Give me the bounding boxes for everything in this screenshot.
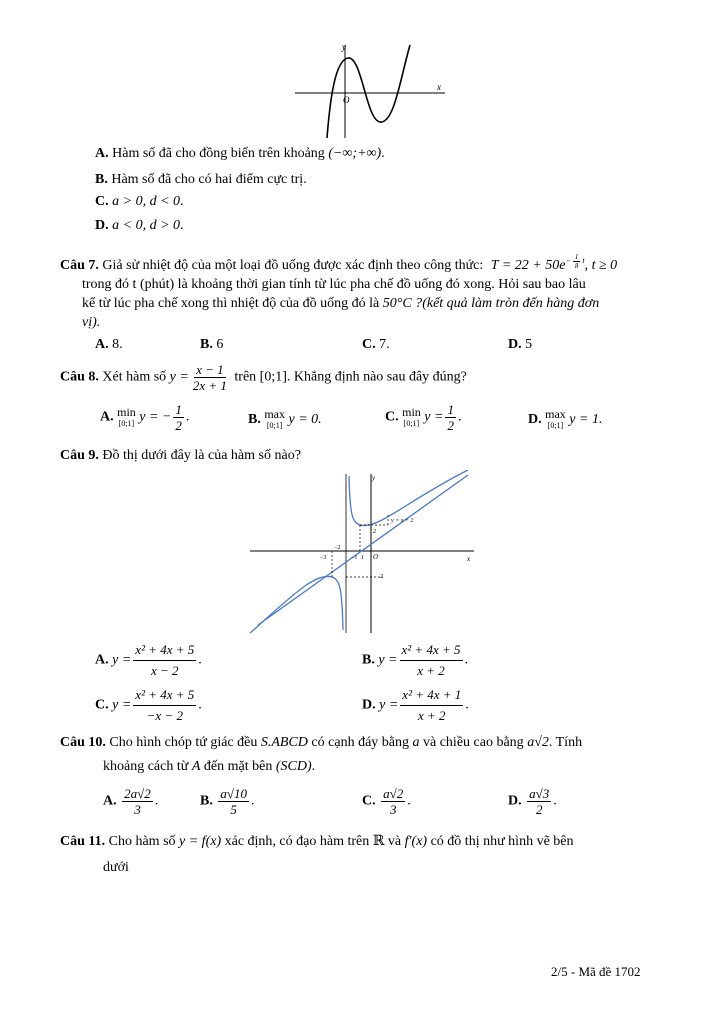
question-label: Câu 9. bbox=[60, 448, 99, 463]
cubic-graph bbox=[290, 40, 450, 140]
formula-tail: , t ≥ 0 bbox=[584, 258, 618, 273]
q9-option-a bbox=[95, 640, 202, 681]
option-tail: . bbox=[407, 793, 411, 809]
q7-line2: trong đó t (phút) là khoảng thời gian tính từ lúc pha chế đồ uống đó xong. Hỏi sau bao lâu bbox=[82, 277, 586, 292]
option-fraction bbox=[381, 786, 405, 817]
q8-option-b bbox=[248, 408, 322, 432]
oblique-asymptote bbox=[258, 475, 468, 625]
option-lhs: y = bbox=[424, 409, 444, 425]
option-letter: C. bbox=[95, 697, 109, 713]
exp-den: 8 bbox=[574, 262, 579, 270]
numerator: x² + 4x + 5 bbox=[133, 685, 196, 706]
numerator: x − 1 bbox=[196, 362, 224, 377]
option-end: . bbox=[180, 218, 184, 233]
op: max bbox=[264, 407, 286, 421]
option-fraction bbox=[133, 640, 196, 681]
option-letter: D. bbox=[362, 697, 376, 713]
denominator: x + 2 bbox=[417, 663, 445, 678]
option-tail: . bbox=[457, 409, 462, 425]
option-end: . bbox=[180, 194, 184, 209]
text: khoảng cách từ bbox=[103, 759, 189, 774]
denominator: 5 bbox=[230, 802, 237, 817]
option-lhs: y = bbox=[112, 697, 132, 713]
numerator: 1 bbox=[175, 402, 182, 417]
option-lhs: y = bbox=[379, 697, 399, 713]
var-a: a bbox=[412, 735, 420, 750]
option-letter: D. bbox=[508, 793, 522, 809]
denominator: x + 2 bbox=[418, 708, 446, 723]
q9-option-c bbox=[95, 685, 202, 726]
tick-label: 2 bbox=[373, 529, 376, 535]
q7-option-d bbox=[508, 337, 532, 353]
q6-option-d bbox=[95, 218, 184, 234]
op: min bbox=[402, 404, 421, 419]
option-fraction bbox=[400, 640, 463, 681]
option-lhs: y = 0. bbox=[288, 412, 322, 428]
real-set: ℝ bbox=[372, 834, 385, 849]
option-fraction bbox=[173, 402, 184, 433]
text: Cho hình chóp tứ giác đều bbox=[109, 735, 258, 750]
text: Xét hàm số bbox=[102, 369, 167, 385]
pyramid: S.ABCD bbox=[260, 735, 308, 750]
option-end: . bbox=[381, 146, 385, 161]
option-tail: . bbox=[465, 697, 469, 713]
text: trên bbox=[234, 369, 257, 385]
q11-line2: dưới bbox=[103, 860, 129, 875]
exp-num: 1 bbox=[574, 253, 579, 261]
option-math: (−∞;+∞) bbox=[328, 146, 382, 161]
origin-label: O bbox=[373, 553, 379, 561]
text: Cho hàm số bbox=[108, 834, 176, 849]
denominator: 3 bbox=[389, 802, 397, 817]
option-tail: . bbox=[464, 652, 468, 668]
option-letter: D. bbox=[508, 337, 522, 352]
option-fraction bbox=[218, 786, 249, 817]
q9-option-b bbox=[362, 640, 468, 681]
option-tail: . bbox=[154, 793, 159, 809]
text: có cạnh đáy bằng bbox=[311, 735, 409, 750]
text: kể từ lúc pha chế xong thì nhiệt độ của đồ uống đó là bbox=[82, 296, 380, 311]
text: xác định, có đạo hàm trên bbox=[224, 834, 370, 849]
x-label: x bbox=[437, 82, 441, 92]
tick-label: −2 bbox=[334, 545, 341, 551]
op: max bbox=[545, 407, 566, 421]
tick-label: −1 bbox=[351, 555, 358, 561]
numerator: a√2 bbox=[383, 786, 404, 801]
op-sub: [0;1] bbox=[403, 418, 420, 428]
option-value: 5 bbox=[525, 337, 533, 352]
option-tail: . bbox=[185, 409, 190, 425]
q6-option-b bbox=[95, 172, 307, 188]
numerator: x² + 4x + 5 bbox=[400, 640, 463, 661]
text: . Tính bbox=[548, 735, 583, 750]
numerator: 1 bbox=[447, 402, 454, 417]
asymptote-label: y = x + 2 bbox=[391, 518, 414, 524]
numerator: x² + 4x + 5 bbox=[133, 640, 196, 661]
op-sub: [0;1] bbox=[547, 421, 564, 430]
option-tail: . bbox=[250, 793, 255, 809]
origin-label: O bbox=[343, 95, 350, 105]
min-operator bbox=[117, 406, 136, 430]
q8-option-a bbox=[100, 402, 189, 433]
interval: [0;1] bbox=[259, 369, 287, 385]
q10-line2 bbox=[103, 759, 315, 775]
option-lhs: y = bbox=[378, 652, 398, 668]
min-operator bbox=[402, 406, 421, 430]
max-operator bbox=[545, 408, 566, 432]
tick-label: −3 bbox=[320, 555, 327, 561]
tick-label: 1 bbox=[361, 555, 364, 561]
question-text: Đồ thị dưới đây là của hàm số nào? bbox=[102, 448, 301, 463]
rational-graph bbox=[248, 470, 478, 635]
option-value: 6 bbox=[216, 337, 224, 352]
option-value: 7. bbox=[379, 337, 390, 352]
q10-option-b bbox=[200, 786, 254, 817]
derivative: f′(x) bbox=[404, 834, 428, 849]
option-fraction bbox=[122, 786, 153, 817]
tick-label: 2 bbox=[380, 574, 383, 580]
option-tail: . bbox=[198, 652, 202, 668]
option-letter: A. bbox=[103, 793, 117, 809]
denominator: 2x + 1 bbox=[192, 378, 227, 393]
denominator: 3 bbox=[134, 802, 141, 817]
q8-option-d bbox=[528, 408, 602, 432]
point: A bbox=[191, 759, 201, 774]
q7-line1 bbox=[60, 253, 617, 274]
q11-line1 bbox=[60, 833, 574, 850]
option-letter: A. bbox=[95, 337, 109, 352]
formula: $T = 22 + 50e^{- \frac{1}{8} t}$, t ≥ 0 bbox=[490, 253, 618, 273]
x-label: x bbox=[467, 555, 471, 563]
cubic-curve bbox=[327, 45, 410, 138]
option-lhs: y = bbox=[112, 652, 132, 668]
option-letter: D. bbox=[528, 412, 542, 428]
option-fraction bbox=[133, 685, 196, 726]
question-label: Câu 10. bbox=[60, 735, 106, 750]
q10-line1 bbox=[60, 735, 582, 751]
option-letter: C. bbox=[362, 337, 376, 352]
option-fraction bbox=[400, 685, 463, 726]
option-lhs: y = 1. bbox=[569, 412, 603, 428]
option-letter: C. bbox=[362, 793, 376, 809]
denominator: 2 bbox=[175, 418, 182, 433]
y-label: y bbox=[372, 474, 376, 482]
text: . Khẳng định nào sau đây đúng? bbox=[286, 369, 467, 385]
option-letter: B. bbox=[200, 793, 213, 809]
option-letter: B. bbox=[95, 172, 108, 187]
text: và bbox=[387, 834, 402, 849]
q7-line4: vị). bbox=[82, 315, 101, 330]
question-label: Câu 8. bbox=[60, 369, 99, 385]
option-tail: . bbox=[553, 793, 557, 809]
q10-option-c bbox=[362, 786, 411, 817]
denominator: x − 2 bbox=[151, 663, 179, 678]
option-letter: C. bbox=[385, 409, 399, 425]
q7-line3 bbox=[82, 296, 599, 312]
option-tail: . bbox=[198, 697, 202, 713]
option-value: 8. bbox=[112, 337, 123, 352]
q8-line1 bbox=[60, 362, 467, 393]
left-branch bbox=[250, 576, 343, 633]
option-letter: C. bbox=[95, 194, 109, 209]
q8-option-c bbox=[385, 402, 461, 433]
option-letter: B. bbox=[362, 652, 375, 668]
face: (SCD) bbox=[275, 759, 312, 774]
temperature: 50°C ? bbox=[382, 296, 423, 311]
option-math: a > 0, d < 0 bbox=[112, 194, 181, 209]
option-math: a < 0, d > 0 bbox=[112, 218, 181, 233]
note: (kết quả làm tròn đến hàng đơn bbox=[422, 296, 600, 311]
q7-option-a bbox=[95, 337, 123, 353]
y-label: y bbox=[342, 42, 346, 52]
denominator: 2 bbox=[447, 418, 454, 433]
max-operator bbox=[264, 408, 285, 432]
page-footer: 2/5 - Mã đề 1702 bbox=[551, 964, 641, 979]
numerator: a√3 bbox=[529, 786, 550, 801]
text: và chiều cao bằng bbox=[423, 735, 524, 750]
option-lhs: y = − bbox=[139, 409, 172, 425]
option-letter: A. bbox=[95, 146, 109, 161]
question-label: Câu 7. bbox=[60, 258, 99, 273]
y-eq: y = bbox=[169, 369, 189, 385]
option-letter: D. bbox=[95, 218, 109, 233]
op-sub: [0;1] bbox=[118, 418, 135, 428]
numerator: 2a√2 bbox=[124, 786, 151, 801]
height: a√2 bbox=[527, 735, 549, 750]
q7-option-b bbox=[200, 337, 223, 353]
denominator: 2 bbox=[535, 802, 543, 817]
exp-var: t bbox=[582, 256, 585, 266]
numerator: x² + 4x + 1 bbox=[400, 685, 463, 706]
function-fraction bbox=[191, 362, 229, 393]
q10-option-d bbox=[508, 786, 557, 817]
q9-line1 bbox=[60, 448, 301, 464]
option-letter: B. bbox=[248, 412, 261, 428]
q6-option-c bbox=[95, 194, 184, 210]
q6-option-a bbox=[95, 146, 385, 162]
option-letter: A. bbox=[95, 652, 109, 668]
q9-option-d bbox=[362, 685, 469, 726]
option-letter: B. bbox=[200, 337, 213, 352]
formula-base: T = 22 + 50e bbox=[490, 258, 566, 273]
option-text: Hàm số đã cho đồng biến trên khoảng bbox=[112, 146, 325, 161]
text: . bbox=[311, 759, 316, 774]
option-fraction bbox=[445, 402, 456, 433]
function: y = f(x) bbox=[179, 834, 222, 849]
q10-option-a bbox=[103, 786, 158, 817]
option-fraction bbox=[527, 786, 551, 817]
numerator: a√10 bbox=[220, 786, 247, 801]
q7-option-c bbox=[362, 337, 390, 353]
option-text: Hàm số đã cho có hai điểm cực trị. bbox=[111, 172, 307, 187]
question-label: Câu 11. bbox=[60, 834, 106, 849]
text: có đồ thị như hình vẽ bên bbox=[430, 834, 574, 849]
op: min bbox=[117, 404, 136, 419]
op-sub: [0;1] bbox=[266, 421, 283, 430]
option-letter: A. bbox=[100, 409, 114, 425]
denominator: −x − 2 bbox=[146, 708, 183, 723]
text: đến mặt bên bbox=[203, 759, 273, 774]
question-text: Giả sử nhiệt độ của một loại đồ uống được xác định theo công thức: bbox=[102, 258, 484, 273]
